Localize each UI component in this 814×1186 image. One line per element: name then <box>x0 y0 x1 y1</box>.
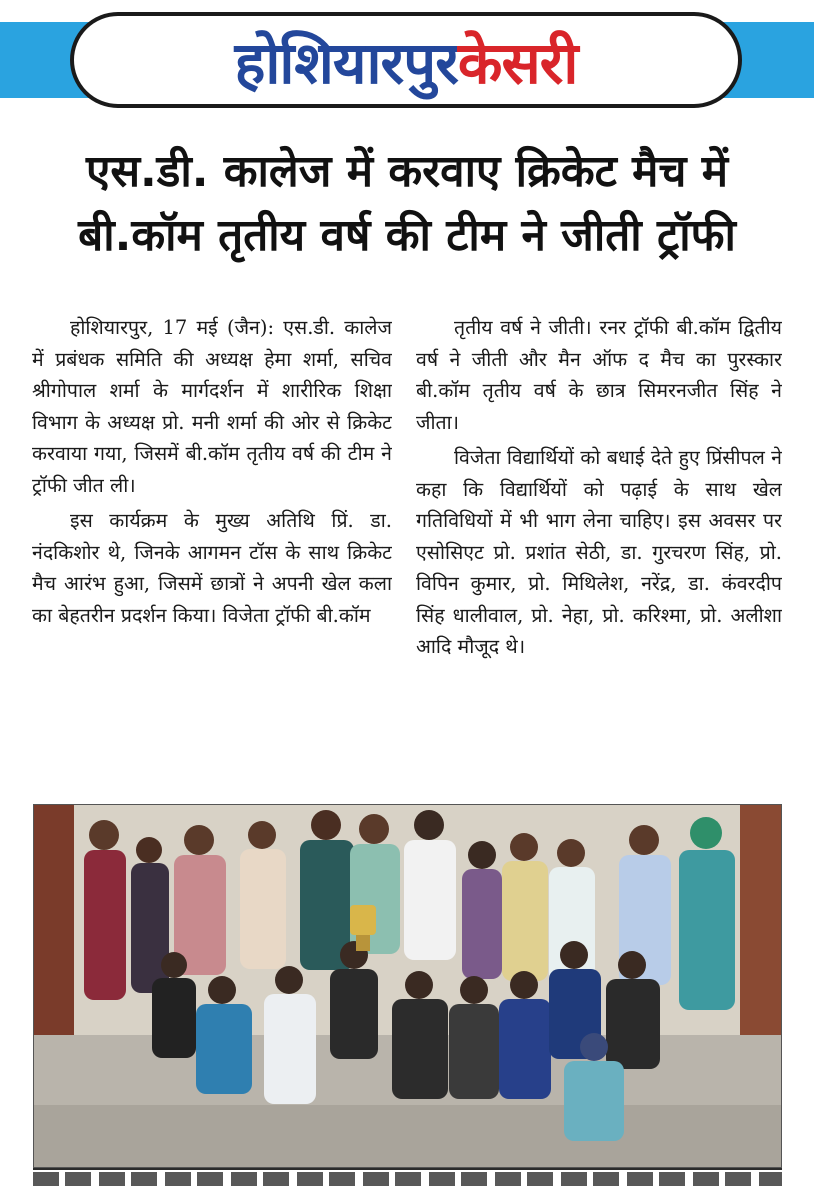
article-paragraph: तृतीय वर्ष ने जीती। रनर ट्रॉफी बी.कॉम द्वितीय वर्ष ने जीती और मैन ऑफ द मैच का पुरस्कार बी.कॉम तृतीय वर्ष के छात्र सिमरनजीत सिंह ने जीता। <box>416 316 782 434</box>
headline-line-2: बी.कॉम तृतीय वर्ष की टीम ने जीती ट्रॉफी <box>78 210 736 261</box>
article-column-left <box>32 312 392 802</box>
headline <box>20 140 794 268</box>
headline-line-1: एस.डी. कालेज में करवाए क्रिकेट मैच में <box>85 146 729 197</box>
article-paragraph: इस कार्यक्रम के मुख्य अतिथि प्रिं. डा. नंदकिशोर थे, जिनके आगमन टॉस के साथ क्रिकेट मैच आरंभ हुआ, जिसमें छात्रों ने अपनी खेल कला का बेहतरीन प्रदर्शन किया। विजेता ट्रॉफी बी.कॉम <box>32 509 392 627</box>
masthead-title-kesari: केसरी <box>457 28 578 97</box>
photo-caption <box>33 1168 782 1186</box>
group-photo-illustration <box>34 805 781 1167</box>
article-paragraph: होशियारपुर, 17 मई (जैन): एस.डी. कालेज में प्रबंधक समिति की अध्यक्ष हेमा शर्मा, सचिव श्रीगोपाल शर्मा के मार्गदर्शन में शारीरिक शिक्षा विभाग के अध्यक्ष प्रो. मनी शर्मा की ओर से क्रिकेट करवाया गया, जिसमें बी.कॉम तृतीय वर्ष की टीम ने ट्रॉफी जीत ली। <box>32 316 392 497</box>
article-paragraph: विजेता विद्यार्थियों को बधाई देते हुए प्रिंसीपल ने कहा कि विद्यार्थियों को पढ़ाई के साथ खेल गतिविधियों में भी भाग लेना चाहिए। इस अवसर पर एसोसिएट प्रो. प्रशांत सेठी, डा. गुरचरण सिंह, प्रो. विपिन कुमार, प्रो. मिथिलेश, नरेंद्र, डा. कंवरदीप सिंह धालीवाल, प्रो. नेहा, प्रो. करिश्मा, प्रो. अलीशा आदि मौजूद थे। <box>416 446 782 658</box>
masthead-title-hoshiarpur: होशियारपुर <box>234 28 458 97</box>
masthead-title <box>70 12 742 108</box>
group-photo <box>33 804 782 1168</box>
article-column-right <box>416 312 782 802</box>
